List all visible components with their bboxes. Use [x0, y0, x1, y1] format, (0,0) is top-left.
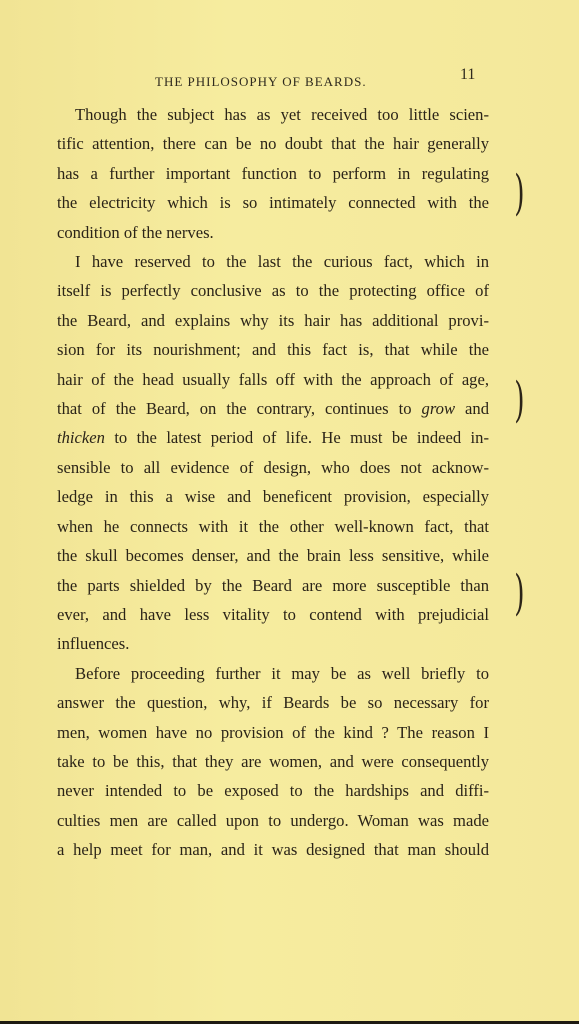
text-fragment: to the latest period of life. He must be indeed in-	[104, 428, 489, 448]
text-fragment: and	[455, 399, 489, 419]
text-line: take to be this, that they are women, and were consequently	[57, 751, 489, 771]
text-line: when he connects with it the other well-known fact, that	[57, 516, 489, 536]
text-line: the parts shielded by the Beard are more susceptible than	[57, 575, 489, 595]
text-line: ever, and have less vitality to contend with prejudicial	[57, 604, 489, 624]
text-line: has a further important function to perform in regulating	[57, 163, 489, 183]
text-line: Before proceeding further it may be as well briefly to	[75, 663, 489, 683]
paragraph-1	[57, 100, 489, 247]
margin-bracket-icon: )	[514, 565, 525, 621]
text-line: Though the subject has as yet received too little scien-	[75, 105, 489, 124]
margin-bracket-icon: )	[514, 165, 525, 221]
text-line: men, women have no provision of the kind ? The reason I	[57, 722, 489, 742]
text-line: sensible to all evidence of design, who does not acknow-	[57, 457, 489, 477]
running-title: THE PHILOSOPHY OF BEARDS.	[155, 74, 367, 89]
text-line: culties men are called upon to undergo. Woman was made	[57, 810, 489, 830]
text-line: ledge in this a wise and beneficent provision, especially	[57, 487, 489, 507]
paragraph-3	[57, 659, 489, 865]
text-line	[57, 394, 489, 423]
text-line: itself is perfectly conclusive as to the protecting office of	[57, 281, 489, 301]
text-line: tific attention, there can be no doubt that the hair generally	[57, 134, 489, 154]
text-line: never intended to be exposed to the hardships and diffi-	[57, 781, 489, 801]
text-line: sion for its nourishment; and this fact is, that while the	[57, 340, 489, 360]
text-line	[57, 423, 489, 452]
text-line: the Beard, and explains why its hair has additional provi-	[57, 310, 489, 330]
text-line: I have reserved to the last the curious fact, which in	[75, 252, 489, 272]
italic-word: thicken	[57, 428, 105, 448]
italic-word: grow	[421, 399, 456, 419]
text-line: the skull becomes denser, and the brain less sensitive, while	[57, 546, 489, 566]
text-line: condition of the nerves.	[57, 222, 214, 242]
body-text	[57, 100, 489, 865]
text-fragment: that of the Beard, on the contrary, continues to	[57, 399, 422, 419]
margin-bracket-icon: )	[514, 372, 525, 428]
text-line: the electricity which is so intimately connected with the	[57, 193, 489, 213]
paragraph-2	[57, 247, 489, 659]
text-line: influences.	[57, 634, 130, 654]
text-line: answer the question, why, if Beards be so necessary for	[57, 693, 489, 713]
text-line: hair of the head usually falls off with the approach of age,	[57, 369, 489, 389]
text-line: a help meet for man, and it was designed that man should	[57, 840, 489, 860]
page-number: 11	[460, 66, 476, 83]
